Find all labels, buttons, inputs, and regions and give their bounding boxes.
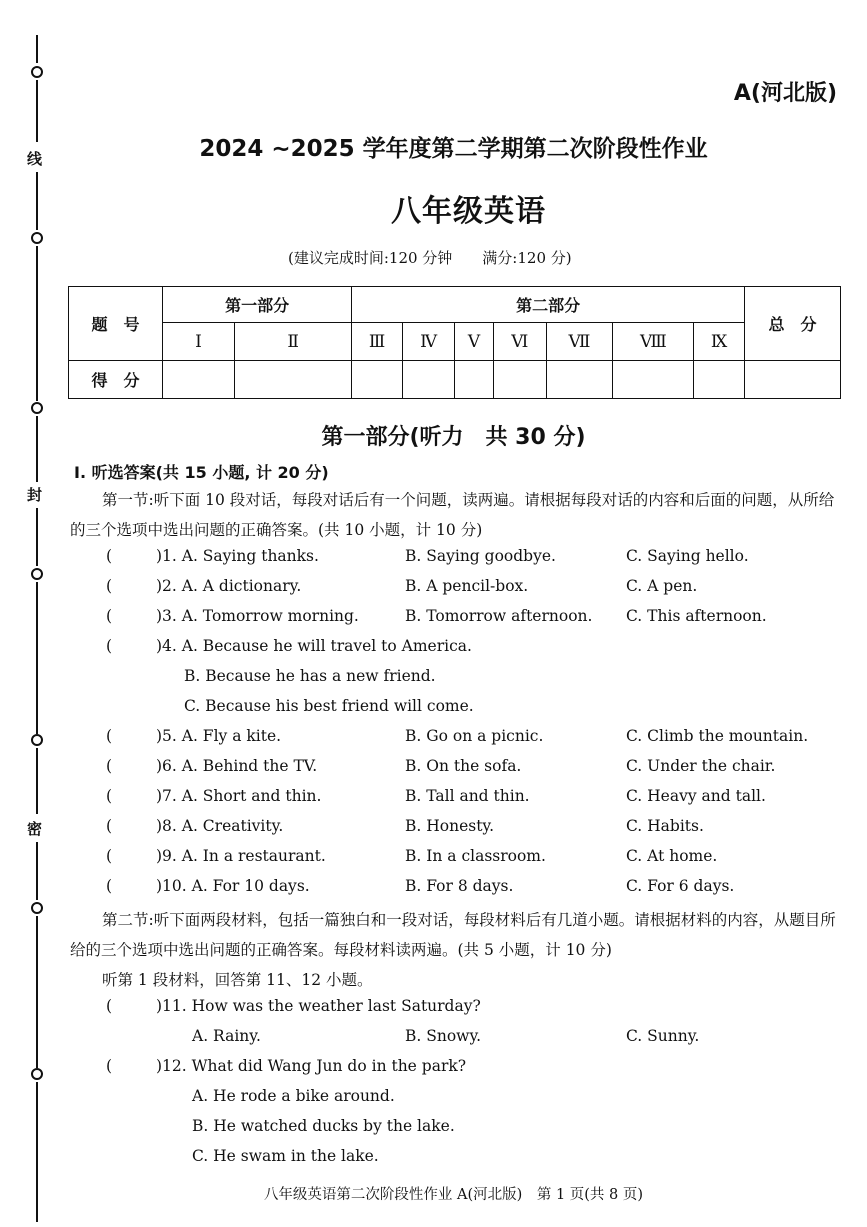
question-12-b bbox=[0, 1117, 867, 1147]
instruction-2: 第二节:听下面两段材料，包括一篇独白和一段对话，每段材料后有几道小题。请根据材料的内容，从题目所给的三个选项中选出问题的正确答案。每段材料读两遍。(共 5 小题，计 10 分) bbox=[70, 911, 836, 959]
option-c: C. Saying hello. bbox=[626, 547, 749, 565]
total-score-cell[interactable] bbox=[745, 361, 841, 399]
question-12-a bbox=[0, 1087, 867, 1117]
option-a: )7. A. Short and thin. bbox=[156, 787, 322, 805]
option-a: A. He rode a bike around. bbox=[192, 1087, 395, 1105]
option-b: B. A pencil-box. bbox=[405, 577, 529, 595]
option-c: C. Because his best friend will come. bbox=[184, 697, 474, 715]
option-a: A. Rainy. bbox=[192, 1027, 261, 1045]
score-table bbox=[68, 286, 841, 399]
question-11 bbox=[0, 997, 867, 1027]
answer-blank[interactable]: ( bbox=[106, 727, 113, 745]
question-4 bbox=[0, 637, 867, 667]
roman-3: Ⅲ bbox=[352, 323, 403, 361]
question-11-options bbox=[0, 1027, 867, 1057]
question-10 bbox=[0, 877, 867, 907]
binding-line bbox=[36, 35, 38, 63]
question-9 bbox=[0, 847, 867, 877]
page-footer: 八年级英语第二次阶段性作业 A(河北版) 第 1 页(共 8 页) bbox=[263, 1187, 644, 1203]
roman-1: Ⅰ bbox=[163, 323, 235, 361]
answer-blank[interactable]: ( bbox=[106, 1057, 113, 1075]
score-label: 得 分 bbox=[69, 361, 163, 399]
option-a: )8. A. Creativity. bbox=[156, 817, 284, 835]
option-b: B. Tomorrow afternoon. bbox=[405, 607, 593, 625]
option-b: B. Snowy. bbox=[405, 1027, 482, 1045]
time-info: (建议完成时间:120 分钟 满分:120 分) bbox=[288, 249, 572, 267]
option-b: B. In a classroom. bbox=[405, 847, 546, 865]
option-c: C. Habits. bbox=[626, 817, 704, 835]
question-stem: )11. How was the weather last Saturday? bbox=[156, 997, 481, 1015]
answer-blank[interactable]: ( bbox=[106, 877, 113, 895]
answer-blank[interactable]: ( bbox=[106, 577, 113, 595]
binding-circle bbox=[31, 402, 43, 414]
option-b: B. For 8 days. bbox=[405, 877, 514, 895]
question-6 bbox=[0, 757, 867, 787]
option-c: C. Climb the mountain. bbox=[626, 727, 809, 745]
answer-blank[interactable]: ( bbox=[106, 847, 113, 865]
question-4-b bbox=[0, 667, 867, 697]
score-cell[interactable] bbox=[234, 361, 351, 399]
edition-label: A(河北版) bbox=[733, 81, 837, 106]
instruction-1: 第一节:听下面 10 段对话，每段对话后有一个问题，读两遍。请根据每段对话的内容和后面的问题，从所给的三个选项中选出问题的正确答案。(共 10 小题，计 10 分) bbox=[70, 491, 835, 539]
option-b: B. Honesty. bbox=[405, 817, 495, 835]
answer-blank[interactable]: ( bbox=[106, 817, 113, 835]
option-a: )9. A. In a restaurant. bbox=[156, 847, 326, 865]
answer-blank[interactable]: ( bbox=[106, 997, 113, 1015]
answer-blank[interactable]: ( bbox=[106, 787, 113, 805]
option-c: C. For 6 days. bbox=[626, 877, 735, 895]
question-12-c bbox=[0, 1147, 867, 1177]
answer-blank[interactable]: ( bbox=[106, 547, 113, 565]
question-7 bbox=[0, 787, 867, 817]
roman-5: Ⅴ bbox=[455, 323, 494, 361]
question-3 bbox=[0, 607, 867, 637]
roman-8: Ⅷ bbox=[613, 323, 694, 361]
part-title: Ⅰ. 听选答案(共 15 小题, 计 20 分) bbox=[74, 463, 329, 482]
binding-line bbox=[36, 246, 38, 401]
answer-blank[interactable]: ( bbox=[106, 637, 113, 655]
option-a: )5. A. Fly a kite. bbox=[156, 727, 282, 745]
option-c: C. At home. bbox=[626, 847, 718, 865]
question-2 bbox=[0, 577, 867, 607]
binding-circle bbox=[31, 66, 43, 78]
part1-header: 第一部分 bbox=[163, 287, 352, 323]
question-stem: )12. What did Wang Jun do in the park? bbox=[156, 1057, 467, 1075]
binding-char-mi: 密 bbox=[27, 820, 43, 838]
option-b: B. Saying goodbye. bbox=[405, 547, 556, 565]
option-a: )1. A. Saying thanks. bbox=[156, 547, 319, 565]
section-title: 第一部分(听力 共 30 分) bbox=[321, 425, 586, 450]
option-c: C. Sunny. bbox=[626, 1027, 700, 1045]
option-a: )10. A. For 10 days. bbox=[156, 877, 310, 895]
answer-blank[interactable]: ( bbox=[106, 607, 113, 625]
question-4-c bbox=[0, 697, 867, 727]
roman-7: Ⅶ bbox=[546, 323, 613, 361]
score-cell[interactable] bbox=[352, 361, 403, 399]
subject-title: 八年级英语 bbox=[391, 194, 546, 229]
material-1-note: 听第 1 段材料，回答第 11、12 小题。 bbox=[102, 971, 373, 989]
option-b: B. Go on a picnic. bbox=[405, 727, 544, 745]
option-b: B. On the sofa. bbox=[405, 757, 522, 775]
binding-char-xian: 线 bbox=[27, 150, 43, 168]
roman-4: Ⅳ bbox=[402, 323, 454, 361]
exam-title: 2024 ~2025 学年度第二学期第二次阶段性作业 bbox=[199, 136, 708, 162]
score-cell[interactable] bbox=[613, 361, 694, 399]
binding-circle bbox=[31, 232, 43, 244]
option-a: )3. A. Tomorrow morning. bbox=[156, 607, 359, 625]
roman-2: Ⅱ bbox=[234, 323, 351, 361]
option-a: )6. A. Behind the TV. bbox=[156, 757, 318, 775]
option-c: C. He swam in the lake. bbox=[192, 1147, 379, 1165]
option-b: B. Tall and thin. bbox=[405, 787, 530, 805]
part2-header: 第二部分 bbox=[352, 287, 745, 323]
option-c: C. Under the chair. bbox=[626, 757, 776, 775]
option-c: C. This afternoon. bbox=[626, 607, 767, 625]
option-b: B. He watched ducks by the lake. bbox=[192, 1117, 455, 1135]
score-cell[interactable] bbox=[493, 361, 546, 399]
roman-6: Ⅵ bbox=[493, 323, 546, 361]
question-1 bbox=[0, 547, 867, 577]
question-8 bbox=[0, 817, 867, 847]
roman-9: Ⅸ bbox=[694, 323, 745, 361]
question-12 bbox=[0, 1057, 867, 1087]
score-cell[interactable] bbox=[455, 361, 494, 399]
binding-char-feng: 封 bbox=[27, 486, 43, 504]
score-cell[interactable] bbox=[163, 361, 235, 399]
option-a: )2. A. A dictionary. bbox=[156, 577, 302, 595]
answer-blank[interactable]: ( bbox=[106, 757, 113, 775]
option-c: C. A pen. bbox=[626, 577, 698, 595]
item-label: 题 号 bbox=[69, 287, 163, 361]
total-header: 总 分 bbox=[745, 287, 841, 361]
score-cell[interactable] bbox=[694, 361, 745, 399]
option-b: B. Because he has a new friend. bbox=[184, 667, 436, 685]
option-c: C. Heavy and tall. bbox=[626, 787, 766, 805]
score-cell[interactable] bbox=[546, 361, 613, 399]
score-cell[interactable] bbox=[402, 361, 454, 399]
question-5 bbox=[0, 727, 867, 757]
option-a: )4. A. Because he will travel to America. bbox=[156, 637, 472, 655]
